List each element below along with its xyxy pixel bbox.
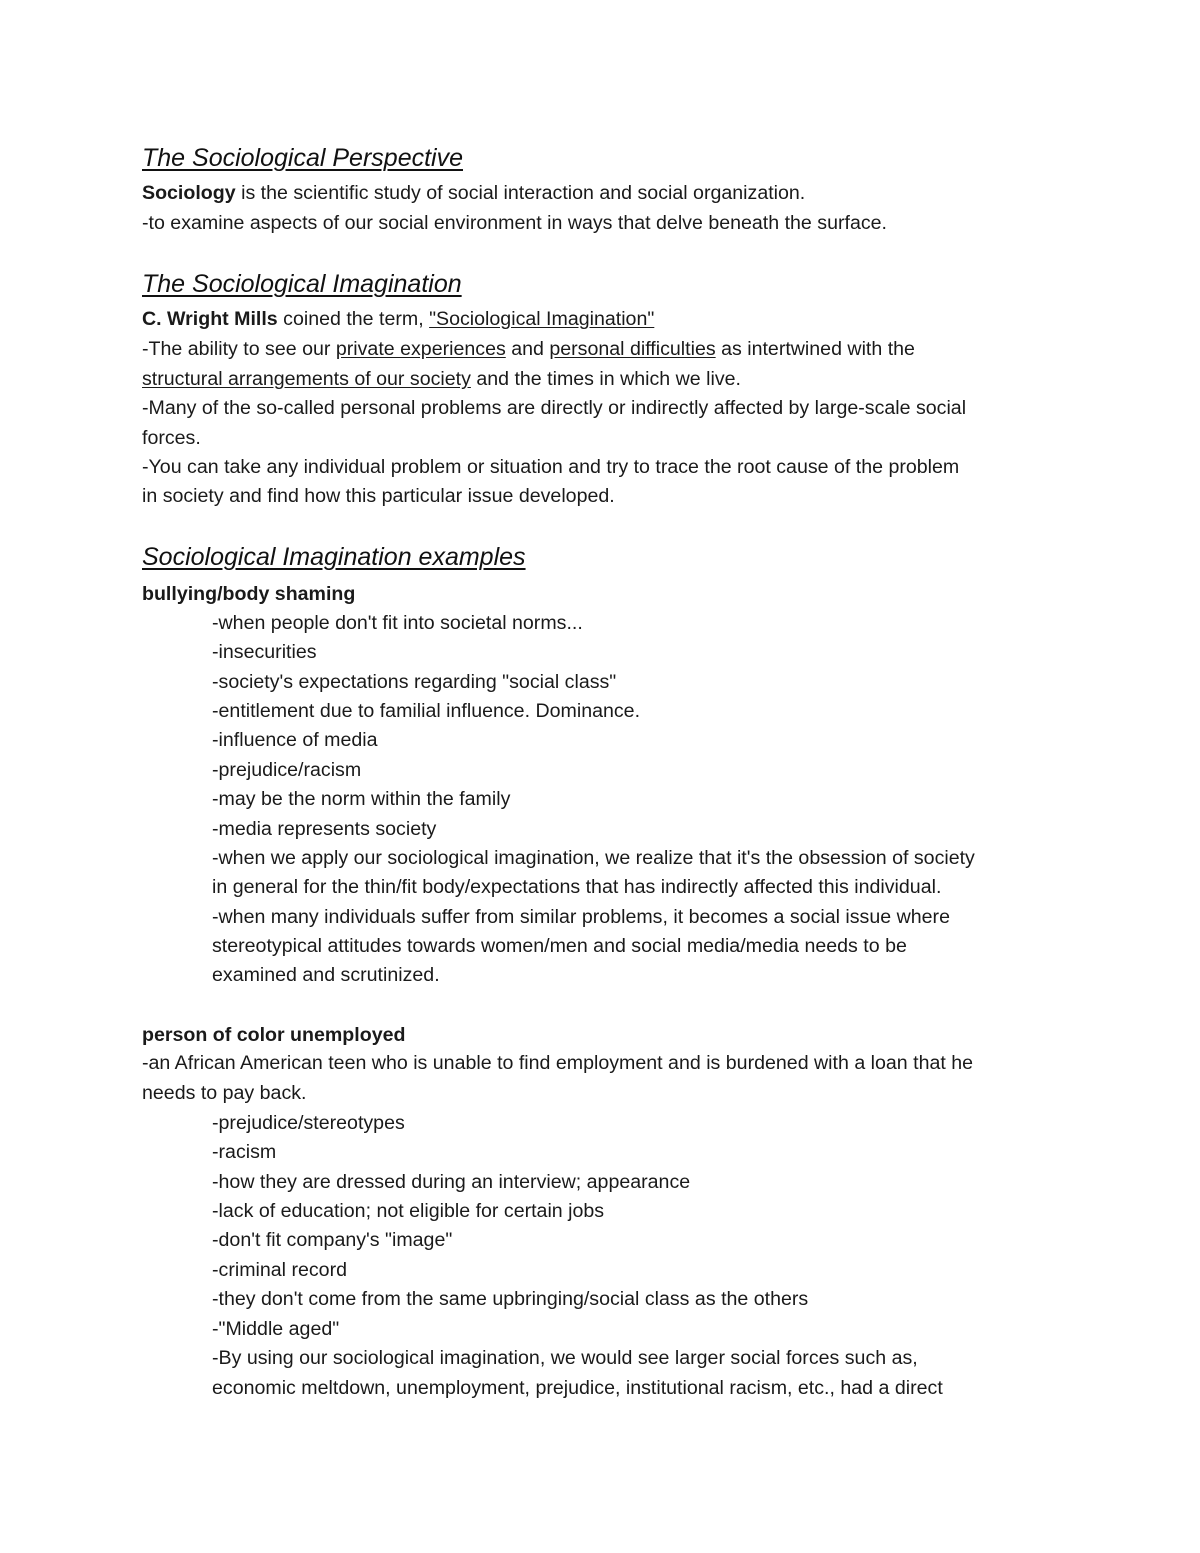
list-item: -when we apply our sociological imagination, we realize that it's the obsession of society — [212, 847, 975, 869]
list-item: stereotypical attitudes towards women/men and social media/media needs to be — [212, 935, 907, 957]
list-item: -prejudice/stereotypes — [212, 1112, 405, 1134]
mills-line — [142, 307, 654, 331]
list-item: -may be the norm within the family — [212, 788, 511, 810]
perspective-line-2: -to examine aspects of our social environment in ways that delve beneath the surface. — [142, 212, 887, 234]
list-item: economic meltdown, unemployment, prejudice, institutional racism, etc., had a direct — [212, 1377, 943, 1399]
list-item: -entitlement due to familial influence. Dominance. — [212, 700, 641, 722]
list-item: -when many individuals suffer from similar problems, it becomes a social issue where — [212, 906, 950, 928]
root-cause-line-1: -You can take any individual problem or situation and try to trace the root cause of the problem — [142, 456, 960, 478]
list-item: -insecurities — [212, 641, 317, 663]
unemployed-intro-2: needs to pay back. — [142, 1082, 307, 1104]
mills-term: "Sociological Imagination" — [429, 308, 655, 330]
unemployed-intro-1: -an African American teen who is unable to find employment and is burdened with a loan that he — [142, 1052, 974, 1074]
ability-line-2 — [142, 367, 741, 391]
list-item: -they don't come from the same upbringing/social class as the others — [212, 1288, 809, 1310]
heading-sociological-perspective: The Sociological Perspective — [142, 144, 463, 172]
unemployed-title: person of color unemployed — [142, 1024, 406, 1046]
ability-text-a: -The ability to see our — [142, 338, 336, 360]
root-cause-line-2: in society and find how this particular issue developed. — [142, 485, 615, 507]
mills-mid-text: coined the term, — [277, 308, 430, 330]
bullying-title: bullying/body shaming — [142, 583, 356, 605]
list-item: -influence of media — [212, 729, 378, 751]
ability-text-b: and — [505, 338, 550, 360]
heading-sociological-imagination: The Sociological Imagination — [142, 270, 462, 298]
list-item: examined and scrutinized. — [212, 964, 440, 986]
ability-text-c: as intertwined with the — [715, 338, 915, 360]
list-item: -when people don't fit into societal norms... — [212, 612, 583, 634]
list-item: -how they are dressed during an interview; appearance — [212, 1171, 691, 1193]
ability-line-1 — [142, 337, 915, 361]
structural-arrangements: structural arrangements of our society — [142, 368, 471, 390]
personal-problems-line-2: forces. — [142, 427, 201, 449]
list-item: -lack of education; not eligible for certain jobs — [212, 1200, 605, 1222]
list-item: -By using our sociological imagination, we would see larger social forces such as, — [212, 1347, 918, 1369]
list-item: -"Middle aged" — [212, 1318, 340, 1340]
heading-imagination-examples: Sociological Imagination examples — [142, 543, 526, 571]
list-item: -society's expectations regarding "social class" — [212, 671, 617, 693]
list-item: -media represents society — [212, 818, 437, 840]
personal-difficulties: personal difficulties — [549, 338, 716, 360]
list-item: -prejudice/racism — [212, 759, 362, 781]
list-item: -criminal record — [212, 1259, 348, 1281]
personal-problems-line-1: -Many of the so-called personal problems are directly or indirectly affected by large-scale social — [142, 397, 967, 419]
list-item: -don't fit company's "image" — [212, 1229, 453, 1251]
sociology-term: Sociology — [142, 182, 236, 204]
sociology-definition — [142, 181, 805, 205]
mills-name: C. Wright Mills — [142, 308, 278, 330]
sociology-definition-text: is the scientific study of social interaction and social organization. — [235, 182, 806, 204]
list-item: -racism — [212, 1141, 277, 1163]
ability-line-2-rest: and the times in which we live. — [470, 368, 741, 390]
list-item: in general for the thin/fit body/expectations that has indirectly affected this individual. — [212, 876, 942, 898]
private-experiences: private experiences — [335, 338, 506, 360]
